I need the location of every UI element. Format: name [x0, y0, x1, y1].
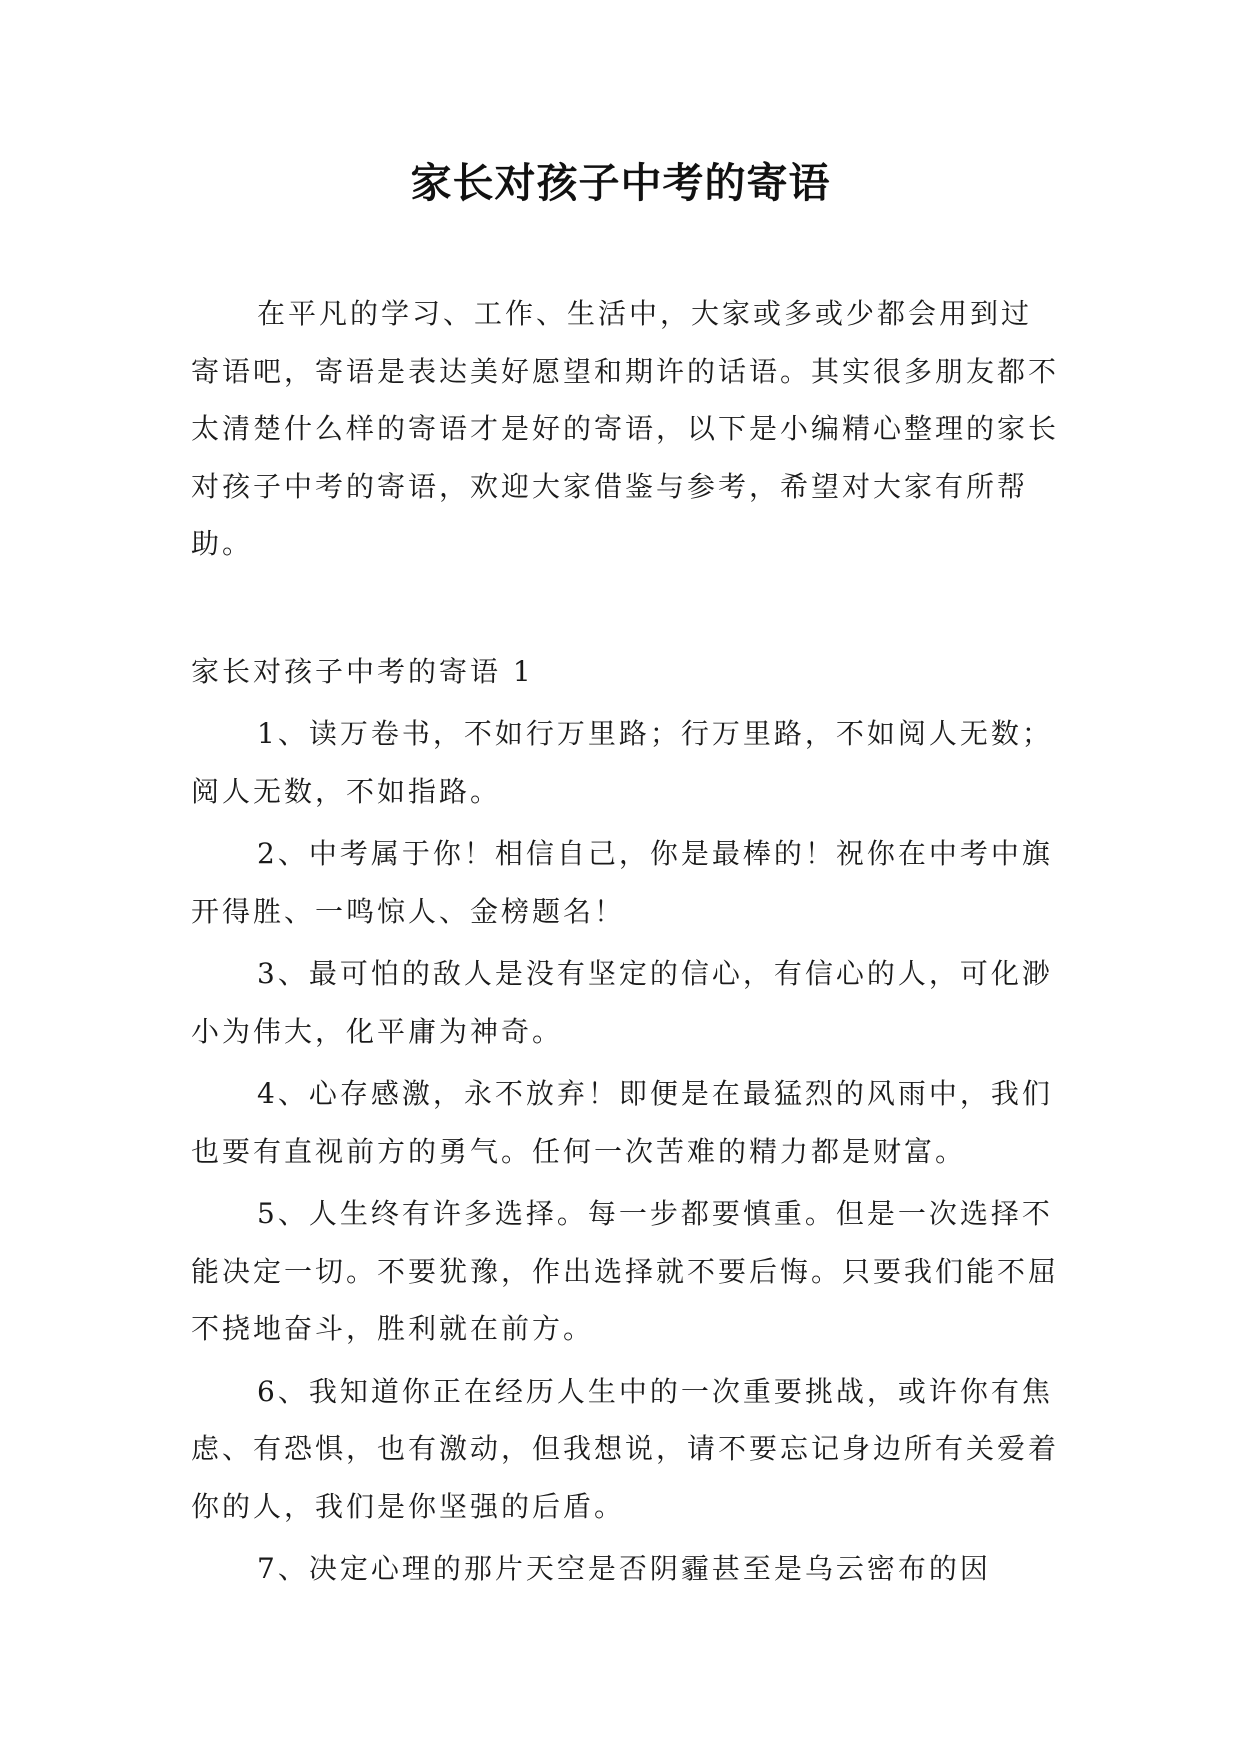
intro-paragraph: 在平凡的学习、工作、生活中，大家或多或少都会用到过寄语吧，寄语是表达美好愿望和期许的话语。其实很多朋友都不太清楚什么样的寄语才是好的寄语，以下是小编精心整理的家长对孩子中考的寄语，欢迎大家借鉴与参考，希望对大家有所帮助。	[191, 297, 1060, 560]
message-item: 4、心存感激，永不放弃！即便是在最猛烈的风雨中，我们也要有直视前方的勇气。任何一次苦难的精力都是财富。	[191, 1077, 1053, 1168]
document-title: 家长对孩子中考的寄语	[410, 159, 831, 207]
message-item: 6、我知道你正在经历人生中的一次重要挑战，或许你有焦虑、有恐惧，也有激动，但我想说，请不要忘记身边所有关爱着你的人，我们是你坚强的后盾。	[191, 1374, 1060, 1523]
section-heading: 家长对孩子中考的寄语 1	[191, 654, 534, 688]
document-body	[191, 285, 1061, 1598]
message-item: 1、读万卷书，不如行万里路；行万里路，不如阅人无数；阅人无数，不如指路。	[191, 717, 1053, 808]
message-item: 5、人生终有许多选择。每一步都要慎重。但是一次选择不能决定一切。不要犹豫，作出选择就不要后悔。只要我们能不屈不挠地奋斗，胜利就在前方。	[191, 1197, 1060, 1345]
message-item: 7、决定心理的那片天空是否阴霾甚至是乌云密布的因	[257, 1552, 991, 1585]
message-item: 3、最可怕的敌人是没有坚定的信心，有信心的人，可化渺小为伟大，化平庸为神奇。	[191, 957, 1053, 1048]
message-item: 2、中考属于你！相信自己，你是最棒的！祝你在中考中旗开得胜、一鸣惊人、金榜题名！	[191, 837, 1053, 928]
message-list	[191, 705, 1061, 1598]
